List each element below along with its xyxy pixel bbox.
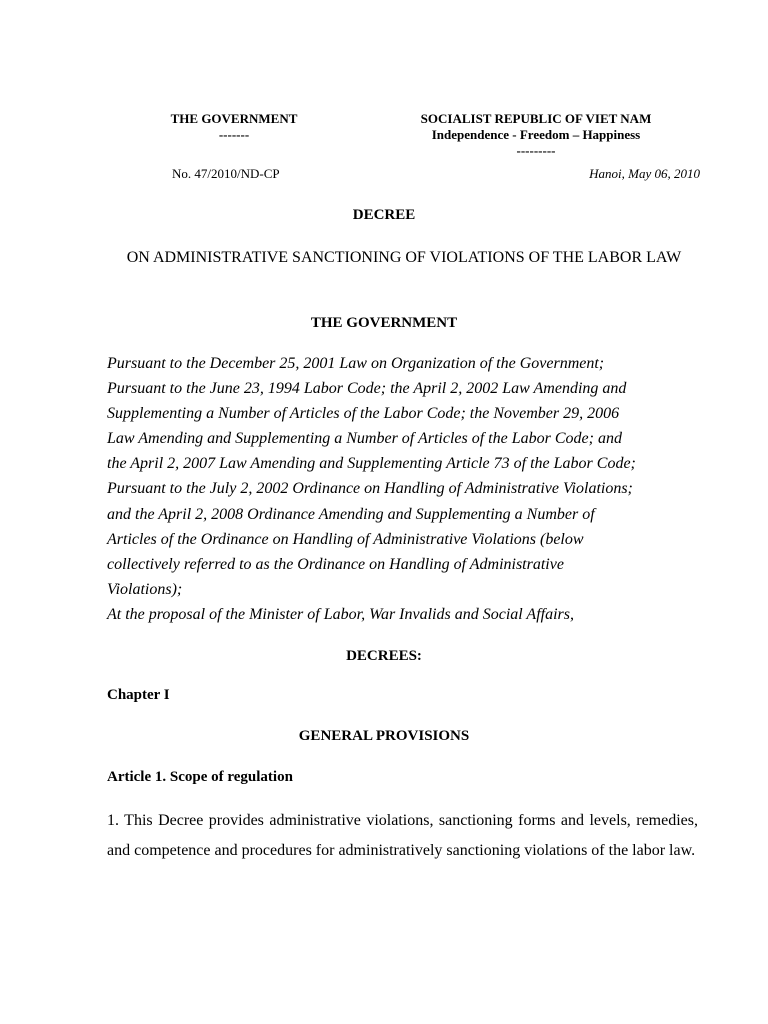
preamble-line: Violations); — [107, 580, 183, 598]
document-number: No. 47/2010/ND-CP — [172, 166, 280, 181]
chapter-title: GENERAL PROVISIONS — [298, 728, 470, 744]
preamble-line: Pursuant to the December 25, 2001 Law on Organization of the Government; — [107, 355, 605, 372]
preamble-line: At the proposal of the Minister of Labor, War Invalids and Social Affairs, — [107, 605, 574, 623]
preamble-line: and the April 2, 2008 Ordinance Amending and Supplementing a Number of — [107, 505, 595, 523]
issuer-header-rule: ------- — [218, 127, 250, 142]
decrees-heading: DECREES: — [346, 648, 422, 664]
article-paragraph: 1. This Decree provides administrative violations, sanctioning forms and levels, remedies, and competence and procedures for administratively sanctioning violations of the labor law. — [107, 812, 698, 859]
preamble-line: Law Amending and Supplementing a Number of Articles of the Labor Code; and — [107, 430, 622, 448]
preamble-line: Articles of the Ordinance on Handling of Administrative Violations (below — [107, 530, 584, 548]
document-subtitle: ON ADMINISTRATIVE SANCTIONING OF VIOLATIONS OF THE LABOR LAW — [126, 249, 682, 266]
national-motto-rule: --------- — [516, 143, 556, 158]
preamble-line: the April 2, 2007 Law Amending and Supplementing Article 73 of the Labor Code; — [107, 455, 636, 473]
document-title: DECREE — [352, 207, 416, 223]
preamble-line: Pursuant to the June 23, 1994 Labor Code; the April 2, 2002 Law Amending and — [107, 380, 627, 398]
preamble-line: Pursuant to the July 2, 2002 Ordinance on Handling of Administrative Violations; — [107, 480, 633, 498]
preamble-line: collectively referred to as the Ordinance on Handling of Administrative — [107, 555, 564, 573]
issuer-heading: THE GOVERNMENT — [310, 315, 458, 331]
national-motto: Independence - Freedom – Happiness — [431, 127, 641, 142]
chapter-label: Chapter I — [107, 687, 170, 703]
preamble-line: Supplementing a Number of Articles of the Labor Code; the November 29, 2006 — [107, 405, 620, 423]
issuer-header: THE GOVERNMENT — [170, 111, 298, 126]
article-heading: Article 1. Scope of regulation — [107, 769, 293, 785]
country-header: SOCIALIST REPUBLIC OF VIET NAM — [420, 111, 652, 126]
place-and-date: Hanoi, May 06, 2010 — [589, 166, 700, 181]
preamble — [107, 351, 707, 627]
